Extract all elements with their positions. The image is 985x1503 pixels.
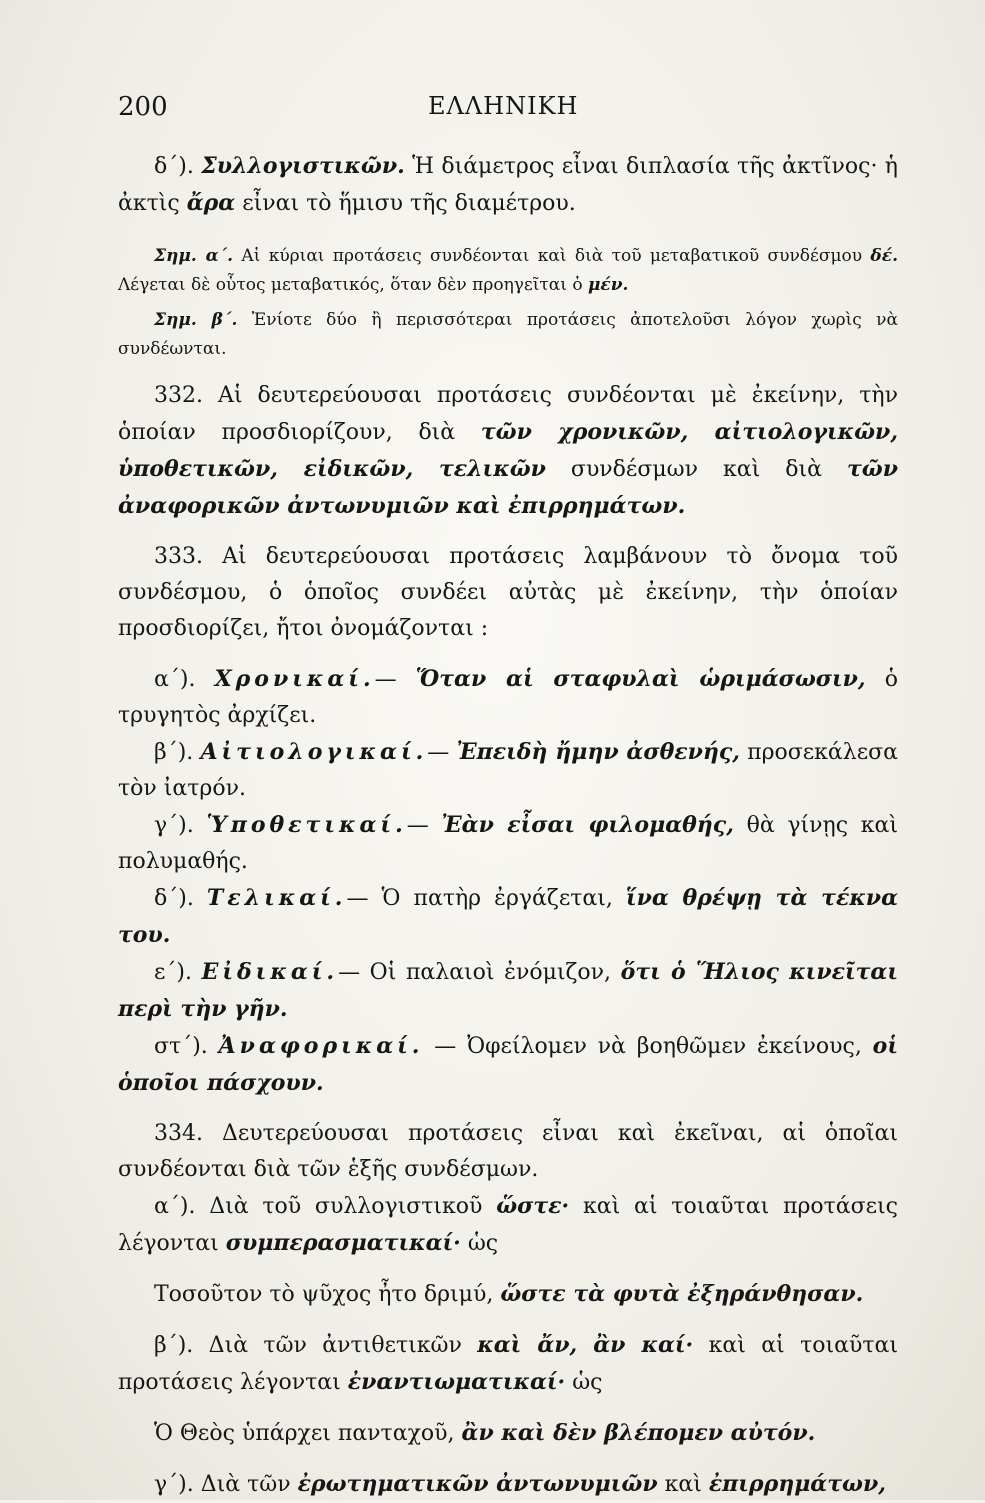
- item-anaforikai: στ΄). Ἀναφορικαί. — Ὀφείλομεν νὰ βοηθῶμεν ἐκείνους, οἱ ὁποῖοι πάσχουν.: [118, 1033, 898, 1096]
- note-alpha: Σημ. α΄. Αἱ κύριαι προτάσεις συνδέονται καὶ διὰ τοῦ μεταβατικοῦ συνδέσμου δέ. Λέγεται δὲ οὗτος μεταβατικός, ὅταν δὲν προηγεῖται ὁ μέν.: [118, 246, 898, 295]
- item-chronikai: α΄). Χρονικαί.— Ὅταν αἱ σταφυλαὶ ὡριμάσωσιν, ὁ τρυγητὸς ἀρχίζει.: [118, 666, 898, 728]
- page-number: 200: [118, 92, 168, 122]
- item-eidikai: ε΄). Εἰδικαί.— Οἱ παλαιοὶ ἐνόμιζον, ὅτι ὁ Ἥλιος κινεῖται περὶ τὴν γῆν.: [118, 959, 898, 1022]
- paragraph-332: 332. Αἱ δευτερεύουσαι προτάσεις συνδέονται μὲ ἐκείνην, τὴν ὁποίαν προσδιορίζουν, διὰ τῶν χρονικῶν, αἰτιολογικῶν, ὑποθετικῶν, εἰδικῶν, τελικῶν συνδέσμων καὶ διὰ τῶν ἀναφορικῶν ἀντωνυμιῶν καὶ ἐπιρρημάτων.: [118, 383, 898, 519]
- item-telikai: δ΄). Τελικαί.— Ὁ πατὴρ ἐργάζεται, ἵνα θρέψῃ τὰ τέκνα του.: [118, 885, 898, 948]
- item-aitiologikai: β΄). Αἰτιολογικαί.— Ἐπειδὴ ἤμην ἀσθενής, προσεκάλεσα τὸν ἰατρόν.: [118, 739, 898, 801]
- paragraph-333: 333. Αἱ δευτερεύουσαι προτάσεις λαμβάνουν τὸ ὄνομα τοῦ συνδέσμου, ὁ ὁποῖος συνδέει αὐτὰς μὲ ἐκείνην, τὴν ὁποίαν προσδιορίζει, ἤτοι ὀνομάζονται :: [118, 544, 898, 641]
- running-head: ΕΛΛΗΝΙΚΗ: [428, 92, 579, 120]
- item-kai-an: β΄). Διὰ τῶν ἀντιθετικῶν καὶ ἄν, ἂν καί· καὶ αἱ τοιαῦται προτάσεις λέγονται ἐναντιωματικαί· ὡς: [118, 1332, 898, 1395]
- item-ypothetikai: γ΄). Ὑποθετικαί.— Ἐὰν εἶσαι φιλομαθής, θὰ γίνῃς καὶ πολυμαθής.: [118, 812, 899, 874]
- paragraph-334: 334. Δευτερεύουσαι προτάσεις εἶναι καὶ ἐκεῖναι, αἱ ὁποῖαι συνδέονται διὰ τῶν ἑξῆς συνδέσμων.: [118, 1121, 898, 1182]
- page-header: [118, 92, 887, 132]
- item-erotimatikai: γ΄). Διὰ τῶν ἐρωτηματικῶν ἀντωνυμιῶν καὶ ἐπιρρημάτων,: [154, 1471, 886, 1497]
- example-wste: Τοσοῦτον τὸ ψῦχος ἦτο δριμύ, ὥστε τὰ φυτὰ ἐξηράνθησαν.: [154, 1281, 864, 1307]
- paragraph-syllogistic: δ΄). Συλλογιστικῶν. Ἡ διάμετρος εἶναι διπλασία τῆς ἀκτῖνος· ἡ ἀκτὶς ἄρα εἶναι τὸ ἥμισυ τῆς διαμέτρου.: [118, 153, 898, 216]
- note-beta: Σημ. β΄. Ἐνίοτε δύο ἢ περισσότεραι προτάσεις ἀποτελοῦσι λόγον χωρὶς νὰ συνδέωνται.: [118, 310, 898, 359]
- item-wste: α΄). Διὰ τοῦ συλλογιστικοῦ ὥστε· καὶ αἱ τοιαῦται προτάσεις λέγονται συμπερασματικαί· ὡς: [118, 1193, 899, 1256]
- page-body: [118, 148, 898, 1503]
- example-kai-an: Ὁ Θεὸς ὑπάρχει πανταχοῦ, ἂν καὶ δὲν βλέπομεν αὐτόν.: [154, 1420, 816, 1446]
